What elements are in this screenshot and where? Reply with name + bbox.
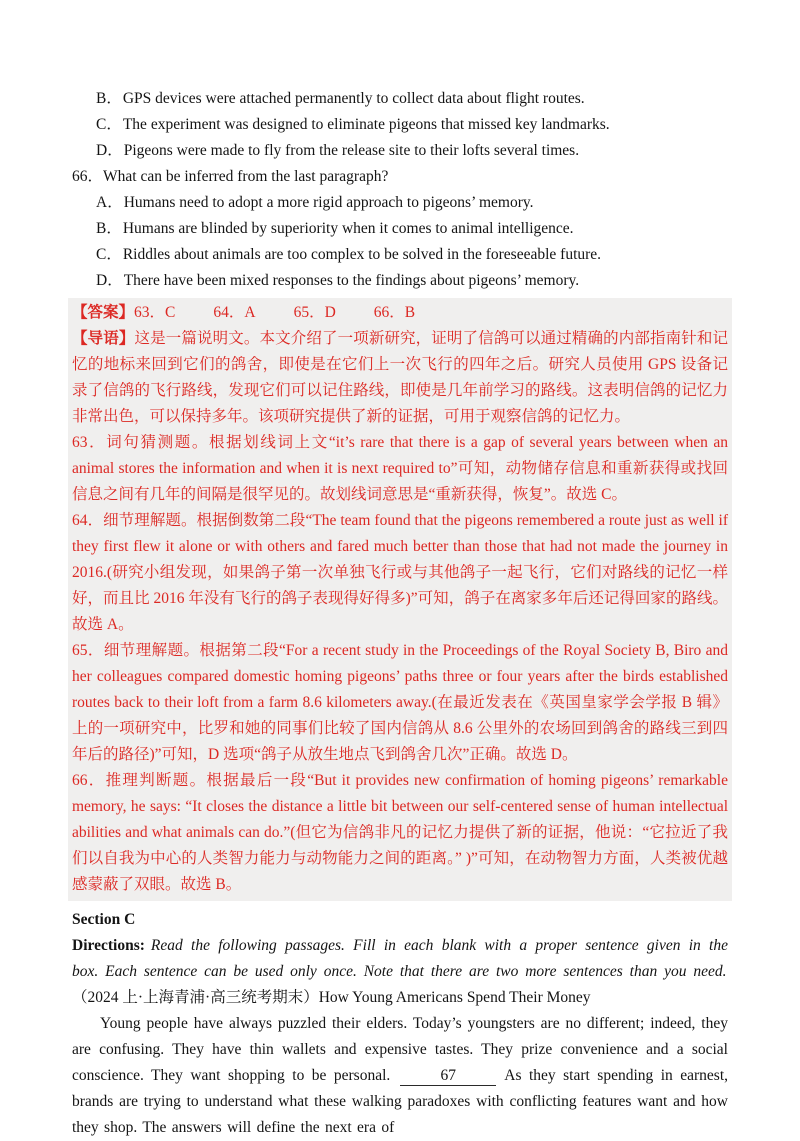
intro-text: 这是一篇说明文。本文介绍了一项新研究，证明了信鸽可以通过精确的内部指南针和记忆的地标来回到它们的鸽舍，即使是在它们上一次飞行的四年之后。研究人员使用 GPS 设备记录了信鸽的飞行路线，发现它们可以记住路线，即使是几年前学习的路线。这表明信鸽的记忆力非常出色，可以保持多年。该项研究提供了新的证据，可用于观察信鸽的记忆力。 <box>72 330 728 425</box>
option-row-b <box>72 86 728 112</box>
explanation-63: 63．词句猜测题。根据划线词上文“it’s rare that there is a gap of several years between when an animal stores the information and when it is next required to”可知，动物储存信息和重新获得或找回信息之间有几年的间隔是很罕见的。故划线词意思是“重新获得，恢复”。故选 C。 <box>72 434 728 503</box>
option-label: B． <box>96 220 122 237</box>
explanation-64: 64．细节理解题。根据倒数第二段“The team found that the pigeons remembered a route just as well if they first flew it alone or with others and fared much better than those that had not made the journey in 2016.(研究小组发现，如果鸽子第一次单独飞行或与其他鸽子一起飞行，它们对路线的记忆一样好，而且比 2016 年没有飞行的鸽子表现得好得多)”可知，鸽子在离家多年后还记得回家的路线。故选 A。 <box>72 512 728 633</box>
q66-option-b <box>72 216 728 242</box>
source-tag: （2024 上·上海青浦·高三统考期末） <box>72 989 319 1006</box>
section-c-heading: Section C <box>72 911 136 928</box>
paragraph-before-blank: Young people have always puzzled their elders. Today’s youngsters are no different; indeed, they are confusing. They have thin wallets and expensive tastes. They prize convenience and a social conscience. They want shopping to be personal. <box>72 1015 728 1084</box>
answer-analysis-block <box>68 298 732 901</box>
q66-option-c <box>72 242 728 268</box>
directions <box>72 933 728 985</box>
option-text: Pigeons were made to fly from the release site to their lofts several times. <box>123 142 580 159</box>
option-text: The experiment was designed to eliminate pigeons that missed key landmarks. <box>122 116 610 133</box>
answer-65: 65．D <box>293 304 336 321</box>
q66-option-a <box>72 190 728 216</box>
passage-intro <box>72 326 728 430</box>
option-text: There have been mixed responses to the findings about pigeons’ memory. <box>123 272 580 289</box>
directions-text: Read the following passages. Fill in each blank with a proper sentence given in the box. Each sentence can be used only once. Note that there are two more sentences than you need. <box>72 937 728 980</box>
directions-label: Directions: <box>72 937 145 954</box>
option-text: Humans need to adopt a more rigid approach to pigeons’ memory. <box>123 194 534 211</box>
option-row-d <box>72 138 728 164</box>
answer-63: 63．C <box>134 304 176 321</box>
option-text: Humans are blinded by superiority when it comes to animal intelligence. <box>122 220 574 237</box>
option-text: GPS devices were attached permanently to collect data about flight routes. <box>122 90 585 107</box>
answers-line <box>72 300 728 326</box>
paragraph-after-blank: As they start spending in earnest, brands are trying to understand what these walking paradoxes with conflicting features want and how they shop. The answers will define the next era of <box>72 1067 729 1136</box>
question-text: What can be inferred from the last paragraph? <box>103 168 389 185</box>
question-66-stem <box>72 164 728 190</box>
question-number: 66． <box>72 168 104 185</box>
passage-paragraph <box>72 1011 728 1141</box>
option-label: C． <box>96 246 122 263</box>
option-label: A． <box>96 194 123 211</box>
answer-64: 64．A <box>213 304 256 321</box>
option-label: B． <box>96 90 122 107</box>
option-row-c <box>72 112 728 138</box>
option-label: C． <box>96 116 122 133</box>
blank-67: 67 <box>400 1066 496 1086</box>
answer-66: 66．B <box>373 304 416 321</box>
option-label: D． <box>96 142 123 159</box>
option-label: D． <box>96 272 123 289</box>
option-text: Riddles about animals are too complex to be solved in the foreseeable future. <box>122 246 602 263</box>
passage-title: How Young Americans Spend Their Money <box>318 989 591 1006</box>
intro-tag: 【导语】 <box>72 330 135 347</box>
source-title-line <box>72 985 728 1011</box>
answer-tag: 【答案】 <box>72 304 135 321</box>
explanation-65: 65．细节理解题。根据第二段“For a recent study in the Proceedings of the Royal Society B, Biro and her colleagues compared domestic homing pigeons’ paths three or four years after the birds established routes back to their loft from a farm 8.6 kilometers away.(在最近发表在《英国皇家学会学报 B 辑》上的一项研究中，比罗和她的同事们比较了国内信鸽从 8.6 公里外的农场回到鸽舍的路线三到四年后的路径)”可知，D 选项“鸽子从放生地点飞到鸽舍几次”正确。故选 D。 <box>72 642 728 763</box>
q66-option-d <box>72 268 728 294</box>
explanation-66: 66．推理判断题。根据最后一段“But it provides new confirmation of homing pigeons’ remarkable memory, he says: “It closes the distance a little bit between our self-centered sense of human intellectual abilities and what animals can do.”(但它为信鸽非凡的记忆力提供了新的证据，他说：“它拉近了我们以自我为中心的人类智力能力与动物能力之间的距离。” )”可知，在动物智力方面，人类被优越感蒙蔽了双眼。故选 B。 <box>72 772 728 893</box>
